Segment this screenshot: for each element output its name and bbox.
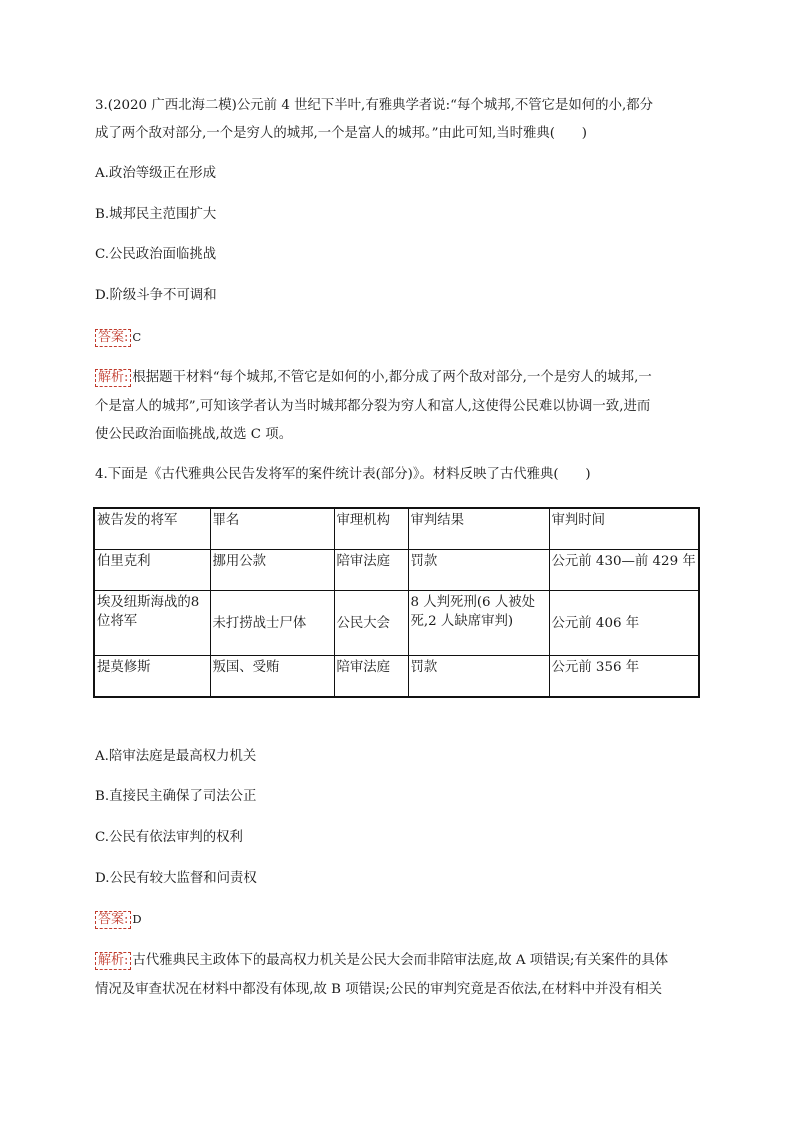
answer-tag: 答案:	[95, 329, 131, 347]
q4-analysis-line1	[95, 951, 705, 971]
q4-option-b: B.直接民主确保了司法公正	[95, 789, 257, 804]
q3-analysis-text1: 根据题干材料“每个城邦,不管它是如何的小,都分成了两个敌对部分,一个是穷人的城邦,一	[132, 370, 652, 385]
table-header-row	[94, 508, 699, 550]
q3-stem-line1: 3.(2020 广西北海二模)公元前 4 世纪下半叶,有雅典学者说:“每个城邦,不管它是如何的小,都分	[95, 98, 653, 113]
table-cell: 公元前 430—前 429 年	[549, 550, 699, 591]
case-table	[93, 507, 700, 698]
table-cell: 陪审法庭	[334, 656, 408, 698]
table-row	[94, 550, 699, 591]
table-cell: 罚款	[408, 550, 549, 591]
q4-analysis-text1: 古代雅典民主政体下的最高权力机关是公民大会而非陪审法庭,故 A 项错误;有关案件的具体	[132, 953, 669, 968]
q3-option-b: B.城邦民主范围扩大	[95, 207, 217, 222]
table-cell: 叛国、受贿	[210, 656, 334, 698]
table-cell: 公元前 406 年	[549, 591, 699, 656]
table-header: 被告发的将军	[94, 508, 210, 550]
table-cell: 罚款	[408, 656, 549, 698]
answer-tag: 答案:	[95, 911, 131, 929]
table-cell: 挪用公款	[210, 550, 334, 591]
q3-analysis-line1	[95, 368, 705, 388]
q3-option-c: C.公民政治面临挑战	[95, 247, 217, 262]
analysis-tag: 解析:	[95, 369, 131, 387]
q3-option-d: D.阶级斗争不可调和	[95, 288, 217, 303]
q4-analysis-line2: 情况及审查状况在材料中都没有体现,故 B 项错误;公民的审判究竟是否依法,在材料中并没有相关	[95, 982, 662, 997]
table-header: 审判时间	[549, 508, 699, 550]
q3-answer-row	[95, 327, 141, 348]
table-header: 审理机构	[334, 508, 408, 550]
q3-answer: C	[132, 330, 142, 344]
table-cell: 埃及纽斯海战的8 位将军	[94, 591, 210, 656]
q3-analysis-line2: 个是富人的城邦”,可知该学者认为当时城邦都分裂为穷人和富人,这使得公民难以协调一致,进而	[95, 399, 651, 414]
table-cell: 8 人判死刑(6 人被处死,2 人缺席审判)	[408, 591, 549, 656]
q4-option-a: A.陪审法庭是最高权力机关	[95, 749, 257, 764]
analysis-tag: 解析:	[95, 952, 131, 970]
table-cell: 陪审法庭	[334, 550, 408, 591]
q3-analysis-line3: 使公民政治面临挑战,故选 C 项。	[95, 427, 293, 442]
table-cell: 公元前 356 年	[549, 656, 699, 698]
q4-option-d: D.公民有较大监督和问责权	[95, 871, 257, 886]
q4-answer: D	[132, 912, 142, 926]
table-header: 罪名	[210, 508, 334, 550]
table-row	[94, 591, 699, 656]
q4-answer-row	[95, 909, 142, 930]
table-header: 审判结果	[408, 508, 549, 550]
q4-option-c: C.公民有依法审判的权利	[95, 830, 243, 845]
table-cell: 未打捞战士尸体	[210, 591, 334, 656]
table-cell: 公民大会	[334, 591, 408, 656]
table-cell: 提莫修斯	[94, 656, 210, 698]
q3-stem-line2: 成了两个敌对部分,一个是穷人的城邦,一个是富人的城邦。”由此可知,当时雅典( )	[95, 126, 588, 141]
table-cell: 伯里克利	[94, 550, 210, 591]
q4-stem: 4.下面是《古代雅典公民告发将军的案件统计表(部分)》。材料反映了古代雅典( )	[95, 467, 591, 482]
table-row	[94, 656, 699, 698]
q3-option-a: A.政治等级正在形成	[95, 166, 217, 181]
